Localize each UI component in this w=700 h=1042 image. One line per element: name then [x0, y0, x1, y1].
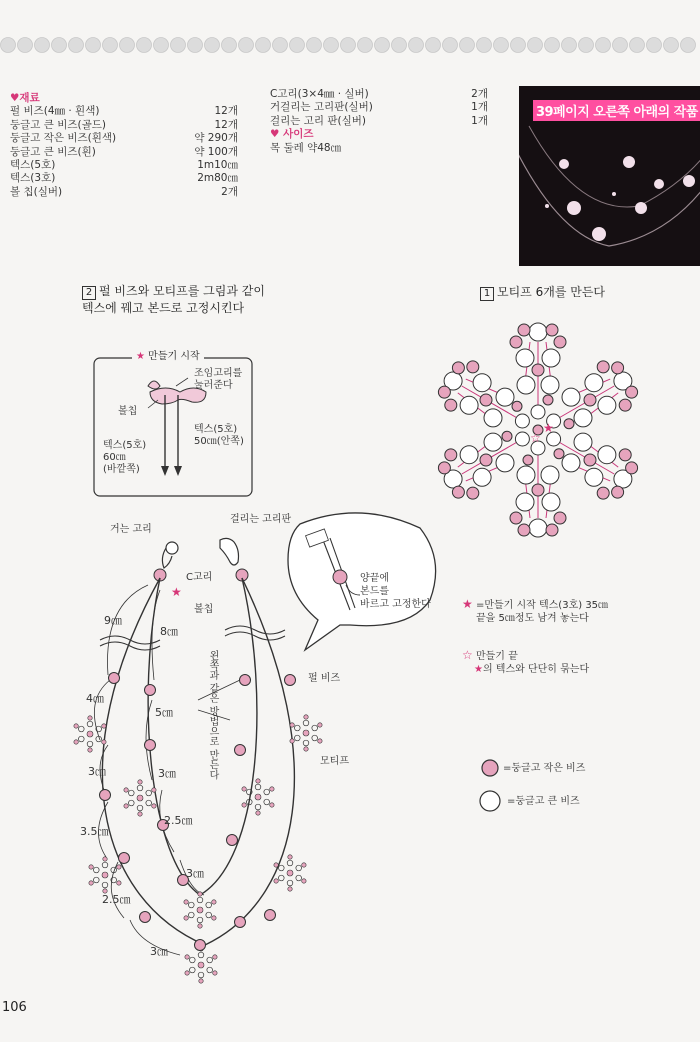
- star-marker: ★: [171, 585, 182, 599]
- material-row: 거걸리는 고리판(실버) 1개: [270, 101, 488, 114]
- dim-label: 8㎝: [160, 625, 178, 638]
- heart-icon: ♥: [10, 92, 20, 104]
- small-bead: [512, 401, 522, 411]
- small-bead-legend: =둥글고 작은 비즈: [503, 763, 586, 774]
- large-bead: [516, 349, 534, 367]
- size-heading: ♥ 사이즈: [270, 128, 314, 141]
- outer-strand: [102, 578, 294, 945]
- step-1-heading: 1 모티프 6개를 만든다: [480, 284, 605, 301]
- plate-icon: [220, 538, 239, 565]
- large-bead-legend-icon: [480, 791, 500, 811]
- small-bead: [523, 455, 533, 465]
- large-bead: [598, 446, 616, 464]
- material-row: 걸리는 고리 판(실버) 1개: [270, 114, 488, 127]
- large-bead: [529, 519, 547, 537]
- large-bead: [484, 433, 502, 451]
- large-bead: [515, 432, 529, 446]
- dim-label: 2.5㎝: [164, 814, 193, 827]
- end-note: ☆ 만들기 끝 ★의 텍스와 단단히 묶는다: [462, 648, 590, 675]
- small-bead: [543, 395, 553, 405]
- dim-label: 3㎝: [88, 765, 106, 778]
- small-bead: [467, 361, 479, 373]
- same-method-label: 왼쪽과 같은 방법으로 만든다: [207, 650, 218, 780]
- large-bead: [496, 454, 514, 472]
- size-value: 목 둘레 약48㎝: [270, 141, 342, 154]
- motif-diagram: [438, 323, 637, 537]
- small-bead: [564, 419, 574, 429]
- small-bead: [626, 386, 638, 398]
- small-bead: [452, 486, 464, 498]
- small-bead: [480, 454, 492, 466]
- small-bead: [554, 336, 566, 348]
- large-bead: [542, 493, 560, 511]
- small-bead: [554, 512, 566, 524]
- motif: [124, 780, 156, 816]
- page-number: 106: [2, 1000, 27, 1015]
- small-bead: [612, 362, 624, 374]
- motif: [274, 855, 306, 891]
- motif-label: 모티프: [320, 756, 349, 767]
- bubble-text: 양끝에 본드를 바르고 고정한다: [360, 573, 431, 610]
- bead: [333, 570, 347, 584]
- small-bead: [518, 324, 530, 336]
- large-bead: [574, 409, 592, 427]
- small-bead: [438, 462, 450, 474]
- material-row: C고리(3×4㎜ · 실버) 2개: [270, 88, 488, 100]
- large-bead: [460, 396, 478, 414]
- small-bead: [532, 484, 544, 496]
- large-bead: [529, 323, 547, 341]
- start-box-title: ★ 만들기 시작: [136, 351, 200, 362]
- large-bead: [542, 349, 560, 367]
- step-number: 1: [480, 287, 494, 301]
- material-row: 볼 칩(실버) 2개: [10, 185, 238, 198]
- dim-label: 2.5㎝: [102, 893, 131, 906]
- material-row: 둥글고 작은 비즈(흰색) 약 290개: [10, 132, 238, 145]
- end-star-marker: ☆: [530, 431, 541, 445]
- large-bead: [516, 493, 534, 511]
- large-bead: [473, 468, 491, 486]
- small-bead: [452, 362, 464, 374]
- large-bead: [541, 466, 559, 484]
- small-bead: [612, 486, 624, 498]
- star-icon: ★: [136, 351, 145, 362]
- step-2-heading: 2 펄 비즈와 모티프를 그림과 같이 텍스에 꿰고 본드로 고정시킨다: [82, 284, 265, 315]
- ring-icon: [148, 381, 160, 389]
- small-bead: [445, 449, 457, 461]
- materials-heading: ♥재료: [10, 92, 40, 104]
- dim-label: 5㎝: [155, 706, 173, 719]
- ring-label: 조임고리를 눌러준다: [194, 368, 243, 391]
- star-icon: ★: [474, 664, 483, 675]
- small-bead: [510, 336, 522, 348]
- small-bead: [597, 487, 609, 499]
- large-bead: [460, 446, 478, 464]
- motif: [89, 857, 121, 893]
- start-star-marker: ★: [543, 421, 554, 435]
- small-bead: [584, 394, 596, 406]
- small-bead: [584, 454, 596, 466]
- small-bead-legend-icon: [482, 760, 498, 776]
- small-bead: [619, 449, 631, 461]
- step-number: 2: [82, 286, 96, 300]
- motif: [185, 947, 217, 983]
- dim-label: 3㎝: [158, 767, 176, 780]
- large-bead: [541, 376, 559, 394]
- material-row: 펄 비즈(4㎜ · 흰색) 12개: [10, 105, 238, 118]
- large-bead: [517, 466, 535, 484]
- arrow-down-icon: [161, 466, 182, 476]
- dim-label: 3㎝: [186, 867, 204, 880]
- motif: [242, 779, 274, 815]
- large-bead: [531, 405, 545, 419]
- start-note: ★ =만들기 시작 텍스(3호) 35㎝ 끝을 5㎝정도 남겨 놓는다: [462, 597, 609, 624]
- small-bead: [554, 449, 564, 459]
- photo-caption: 39페이지 오른쪽 아래의 작품: [533, 100, 700, 121]
- plate-label: 걸리는 고리판: [230, 514, 292, 525]
- small-bead: [467, 487, 479, 499]
- large-bead: [574, 433, 592, 451]
- motif: [74, 716, 106, 752]
- hook-ring-icon: [166, 542, 178, 554]
- dim-label: 3㎝: [150, 945, 168, 958]
- cring-label: C고리: [186, 572, 213, 583]
- dim-label: 3.5㎝: [80, 825, 109, 838]
- large-bead: [517, 376, 535, 394]
- small-bead: [518, 524, 530, 536]
- tex-inner-label: 텍스(5호) 50㎝(안쪽): [194, 424, 244, 447]
- hook-label: 거는 고리: [110, 524, 152, 535]
- small-bead: [445, 399, 457, 411]
- large-bead: [562, 454, 580, 472]
- dim-label: 9㎝: [104, 614, 122, 627]
- motif: [184, 892, 216, 928]
- chip-label: 볼칩: [118, 406, 138, 417]
- small-bead: [619, 399, 631, 411]
- chip-label-2: 볼칩: [194, 604, 214, 615]
- large-bead: [585, 374, 603, 392]
- small-bead: [510, 512, 522, 524]
- small-bead: [546, 524, 558, 536]
- small-bead: [480, 394, 492, 406]
- material-row: 둥글고 큰 비즈(골드) 12개: [10, 118, 238, 131]
- large-bead-legend: =둥글고 큰 비즈: [507, 796, 580, 807]
- material-row: 텍스(5호) 1m10㎝: [10, 159, 238, 172]
- large-bead: [562, 388, 580, 406]
- large-bead: [496, 388, 514, 406]
- small-bead: [597, 361, 609, 373]
- small-bead: [502, 431, 512, 441]
- small-bead: [438, 386, 450, 398]
- large-bead: [598, 396, 616, 414]
- large-bead: [585, 468, 603, 486]
- small-bead: [532, 364, 544, 376]
- material-row: 둥글고 큰 비즈(흰) 약 100개: [10, 145, 238, 158]
- motif: [290, 715, 322, 751]
- star-outline-icon: ☆: [462, 648, 473, 662]
- pearl-label: 펄 비즈: [308, 673, 341, 684]
- large-bead: [515, 414, 529, 428]
- large-bead: [484, 409, 502, 427]
- tex-outer-label: 텍스(5호) 60㎝ (바깥쪽): [103, 440, 147, 475]
- small-bead: [626, 462, 638, 474]
- small-bead: [546, 324, 558, 336]
- heart-icon: ♥: [270, 128, 284, 141]
- dim-label: 4㎝: [86, 692, 104, 705]
- star-icon: ★: [462, 597, 473, 611]
- large-bead: [473, 374, 491, 392]
- material-row: 텍스(3호) 2m80㎝: [10, 172, 238, 185]
